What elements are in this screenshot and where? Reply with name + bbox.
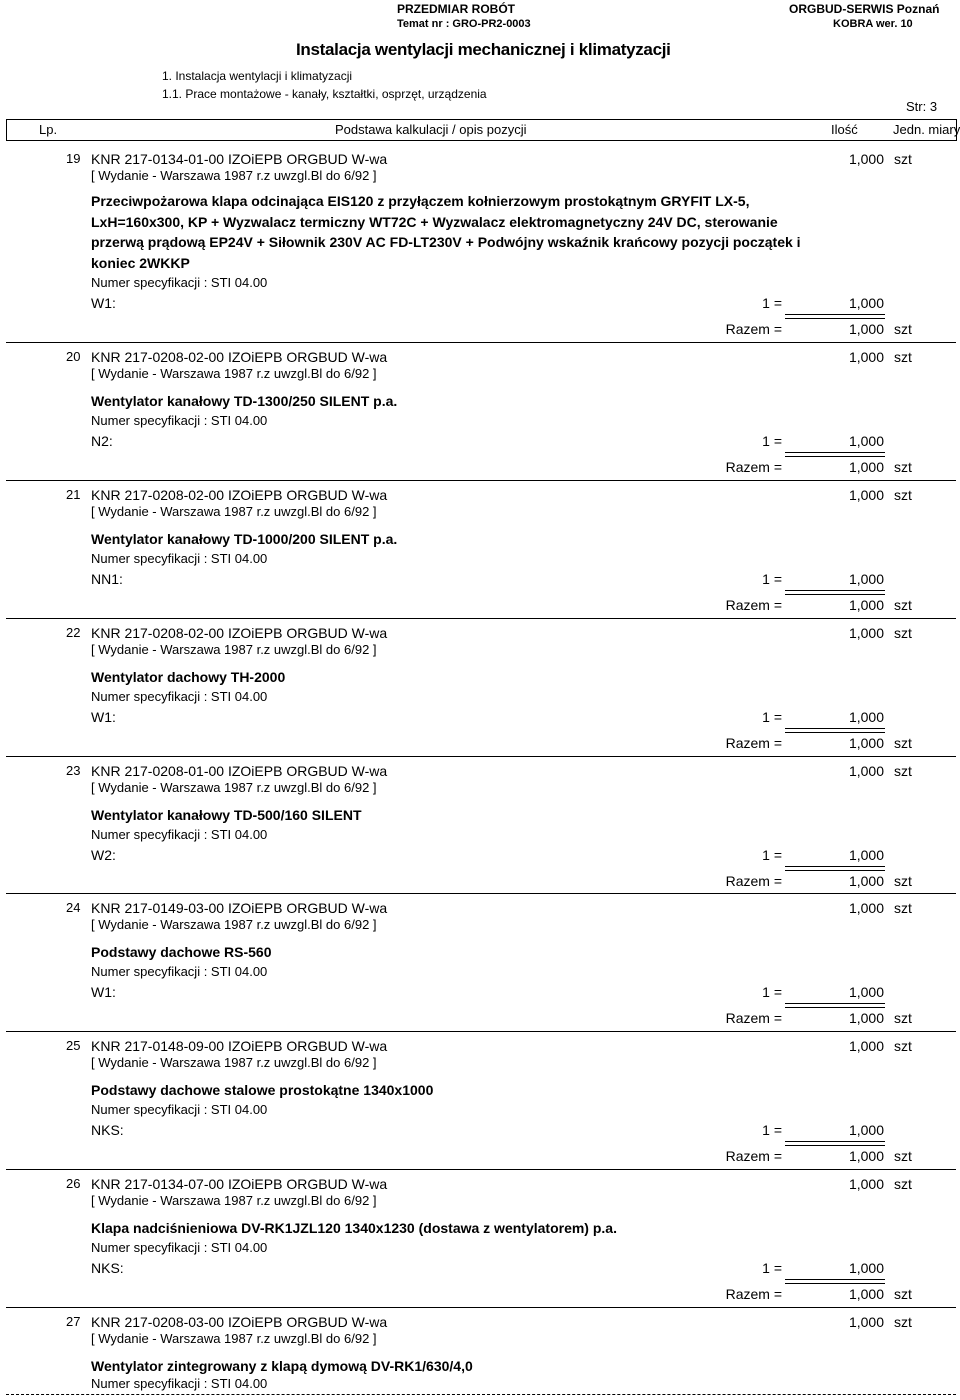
total-unit: szt <box>894 459 912 475</box>
specification-number: Numer specyfikacji : STI 04.00 <box>91 1376 268 1391</box>
header-top-rule <box>6 119 956 120</box>
measure-label: W1: <box>91 709 116 725</box>
total-value: 1,000 <box>848 597 884 613</box>
header-border-left <box>6 119 7 141</box>
knr-code: KNR 217-0148-09-00 IZOiEPB ORGBUD W-wa <box>91 1038 388 1054</box>
knr-code: KNR 217-0208-02-00 IZOiEPB ORGBUD W-wa <box>91 349 388 365</box>
knr-code: KNR 217-0208-02-00 IZOiEPB ORGBUD W-wa <box>91 625 388 641</box>
total-value: 1,000 <box>848 321 884 337</box>
unit: szt <box>894 763 912 779</box>
measure-expression: 1 = <box>762 295 782 311</box>
measure-expression: 1 = <box>762 1122 782 1138</box>
total-unit: szt <box>894 597 912 613</box>
specification-number: Numer specyfikacji : STI 04.00 <box>91 689 268 704</box>
quantity: 1,000 <box>848 625 884 641</box>
edition-note: [ Wydanie - Warszawa 1987 r.z uwzgl.Bl do 6/92 ] <box>91 1331 377 1346</box>
position-number: 25 <box>66 1038 81 1053</box>
edition-note: [ Wydanie - Warszawa 1987 r.z uwzgl.Bl do 6/92 ] <box>91 366 377 381</box>
total-double-rule <box>785 314 885 319</box>
specification-number: Numer specyfikacji : STI 04.00 <box>91 964 268 979</box>
total-double-rule <box>785 866 885 871</box>
measure-value: 1,000 <box>848 847 884 863</box>
total-value: 1,000 <box>848 873 884 889</box>
total-unit: szt <box>894 321 912 337</box>
total-unit: szt <box>894 1286 912 1302</box>
position-number: 22 <box>66 625 81 640</box>
edition-note: [ Wydanie - Warszawa 1987 r.z uwzgl.Bl do 6/92 ] <box>91 504 377 519</box>
unit: szt <box>894 151 912 167</box>
total-value: 1,000 <box>848 1148 884 1164</box>
measure-value: 1,000 <box>848 433 884 449</box>
edition-note: [ Wydanie - Warszawa 1987 r.z uwzgl.Bl do 6/92 ] <box>91 1193 377 1208</box>
measure-expression: 1 = <box>762 709 782 725</box>
position-number: 19 <box>66 151 81 166</box>
position-description: Wentylator kanałowy TD-1300/250 SILENT p.a. <box>91 393 398 409</box>
software-version: KOBRA wer. 10 <box>833 18 913 30</box>
knr-code: KNR 217-0208-03-00 IZOiEPB ORGBUD W-wa <box>91 1314 388 1330</box>
specification-number: Numer specyfikacji : STI 04.00 <box>91 275 268 290</box>
total-unit: szt <box>894 735 912 751</box>
measure-value: 1,000 <box>848 571 884 587</box>
position-description: Przeciwpożarowa klapa odcinająca EIS120 z przyłączem kołnierzowym prostokątnym GRYFIT LX-5, LxH=160x300, KP + Wyzwalacz termiczny WT72C + Wyzwalacz elektromagnetyczny 24V DC, sterowanie przerwą prądową EP24V + Siłownik 230V AC FD-LT230V + Podwójny wskaźnik krańcowy pozycji początek i koniec 2WKKP <box>91 193 801 271</box>
edition-note: [ Wydanie - Warszawa 1987 r.z uwzgl.Bl do 6/92 ] <box>91 780 377 795</box>
total-label: Razem = <box>725 597 782 613</box>
specification-number: Numer specyfikacji : STI 04.00 <box>91 827 268 842</box>
measure-value: 1,000 <box>848 295 884 311</box>
topic-number: Temat nr : GRO-PR2-0003 <box>397 18 531 30</box>
specification-number: Numer specyfikacji : STI 04.00 <box>91 413 268 428</box>
position-description: Wentylator zintegrowany z klapą dymową DV-RK1/630/4,0 <box>91 1358 473 1374</box>
total-value: 1,000 <box>848 459 884 475</box>
position-description: Wentylator dachowy TH-2000 <box>91 669 286 685</box>
total-double-rule <box>785 1279 885 1284</box>
total-unit: szt <box>894 1148 912 1164</box>
total-value: 1,000 <box>848 735 884 751</box>
measure-value: 1,000 <box>848 1260 884 1276</box>
total-value: 1,000 <box>848 1010 884 1026</box>
total-label: Razem = <box>725 1010 782 1026</box>
measure-expression: 1 = <box>762 1260 782 1276</box>
total-label: Razem = <box>725 459 782 475</box>
position-number: 21 <box>66 487 81 502</box>
unit: szt <box>894 1038 912 1054</box>
edition-note: [ Wydanie - Warszawa 1987 r.z uwzgl.Bl do 6/92 ] <box>91 642 377 657</box>
position-separator <box>6 756 956 757</box>
position-description: Wentylator kanałowy TD-1000/200 SILENT p.a. <box>91 531 398 547</box>
measure-label: NKS: <box>91 1260 124 1276</box>
total-double-rule <box>785 452 885 457</box>
total-unit: szt <box>894 873 912 889</box>
position-number: 24 <box>66 900 81 915</box>
knr-code: KNR 217-0134-01-00 IZOiEPB ORGBUD W-wa <box>91 151 388 167</box>
unit: szt <box>894 349 912 365</box>
position-description: Podstawy dachowe RS-560 <box>91 944 272 960</box>
column-header-lp: Lp. <box>39 122 58 137</box>
edition-note: [ Wydanie - Warszawa 1987 r.z uwzgl.Bl do 6/92 ] <box>91 917 377 932</box>
unit: szt <box>894 625 912 641</box>
total-label: Razem = <box>725 321 782 337</box>
measure-label: W1: <box>91 295 116 311</box>
total-label: Razem = <box>725 873 782 889</box>
page-title: Instalacja wentylacji mechanicznej i klimatyzacji <box>296 40 671 59</box>
measure-expression: 1 = <box>762 847 782 863</box>
total-double-rule <box>785 590 885 595</box>
specification-number: Numer specyfikacji : STI 04.00 <box>91 1102 268 1117</box>
column-header-basis: Podstawa kalkulacji / opis pozycji <box>335 122 527 137</box>
specification-number: Numer specyfikacji : STI 04.00 <box>91 1240 268 1255</box>
measure-label: N2: <box>91 433 113 449</box>
total-double-rule <box>785 1141 885 1146</box>
measure-value: 1,000 <box>848 709 884 725</box>
position-separator <box>6 1307 956 1308</box>
knr-code: KNR 217-0208-01-00 IZOiEPB ORGBUD W-wa <box>91 763 388 779</box>
quantity: 1,000 <box>848 1038 884 1054</box>
edition-note: [ Wydanie - Warszawa 1987 r.z uwzgl.Bl do 6/92 ] <box>91 1055 377 1070</box>
measure-label: NKS: <box>91 1122 124 1138</box>
position-description: Klapa nadciśnieniowa DV-RK1JZL120 1340x1230 (dostawa z wentylatorem) p.a. <box>91 1220 617 1236</box>
measure-label: W1: <box>91 984 116 1000</box>
page-bottom-border <box>6 1394 956 1395</box>
position-separator <box>6 1031 956 1032</box>
total-label: Razem = <box>725 1286 782 1302</box>
position-separator <box>6 1169 956 1170</box>
total-value: 1,000 <box>848 1286 884 1302</box>
company-name: ORGBUD-SERWIS Poznań <box>789 2 940 16</box>
measure-value: 1,000 <box>848 1122 884 1138</box>
specification-number: Numer specyfikacji : STI 04.00 <box>91 551 268 566</box>
breadcrumb-section: 1. Instalacja wentylacji i klimatyzacji <box>162 69 353 83</box>
breadcrumb-subsection: 1.1. Prace montażowe - kanały, kształtki, osprzęt, urządzenia <box>162 87 487 101</box>
unit: szt <box>894 1176 912 1192</box>
document-type: PRZEDMIAR ROBÓT <box>397 2 515 16</box>
knr-code: KNR 217-0208-02-00 IZOiEPB ORGBUD W-wa <box>91 487 388 503</box>
total-label: Razem = <box>725 735 782 751</box>
column-header-unit: Jedn. miary <box>893 122 960 137</box>
position-number: 26 <box>66 1176 81 1191</box>
measure-expression: 1 = <box>762 984 782 1000</box>
quantity: 1,000 <box>848 487 884 503</box>
total-double-rule <box>785 1003 885 1008</box>
total-double-rule <box>785 728 885 733</box>
measure-label: W2: <box>91 847 116 863</box>
knr-code: KNR 217-0149-03-00 IZOiEPB ORGBUD W-wa <box>91 900 388 916</box>
knr-code: KNR 217-0134-07-00 IZOiEPB ORGBUD W-wa <box>91 1176 388 1192</box>
quantity: 1,000 <box>848 349 884 365</box>
position-number: 23 <box>66 763 81 778</box>
measure-expression: 1 = <box>762 433 782 449</box>
position-separator <box>6 342 956 343</box>
quantity: 1,000 <box>848 1176 884 1192</box>
header-bottom-rule <box>6 140 956 141</box>
position-description: Podstawy dachowe stalowe prostokątne 1340x1000 <box>91 1082 434 1098</box>
position-description: Wentylator kanałowy TD-500/160 SILENT <box>91 807 362 823</box>
position-number: 27 <box>66 1314 81 1329</box>
quantity: 1,000 <box>848 151 884 167</box>
position-separator <box>6 893 956 894</box>
quantity: 1,000 <box>848 900 884 916</box>
position-number: 20 <box>66 349 81 364</box>
unit: szt <box>894 1314 912 1330</box>
position-separator <box>6 480 956 481</box>
column-header-quantity: Ilość <box>831 122 858 137</box>
edition-note: [ Wydanie - Warszawa 1987 r.z uwzgl.Bl do 6/92 ] <box>91 168 377 183</box>
total-label: Razem = <box>725 1148 782 1164</box>
position-separator <box>6 618 956 619</box>
unit: szt <box>894 487 912 503</box>
unit: szt <box>894 900 912 916</box>
quantity: 1,000 <box>848 1314 884 1330</box>
quantity: 1,000 <box>848 763 884 779</box>
measure-label: NN1: <box>91 571 123 587</box>
total-unit: szt <box>894 1010 912 1026</box>
measure-value: 1,000 <box>848 984 884 1000</box>
page-number: Str: 3 <box>906 99 938 114</box>
measure-expression: 1 = <box>762 571 782 587</box>
